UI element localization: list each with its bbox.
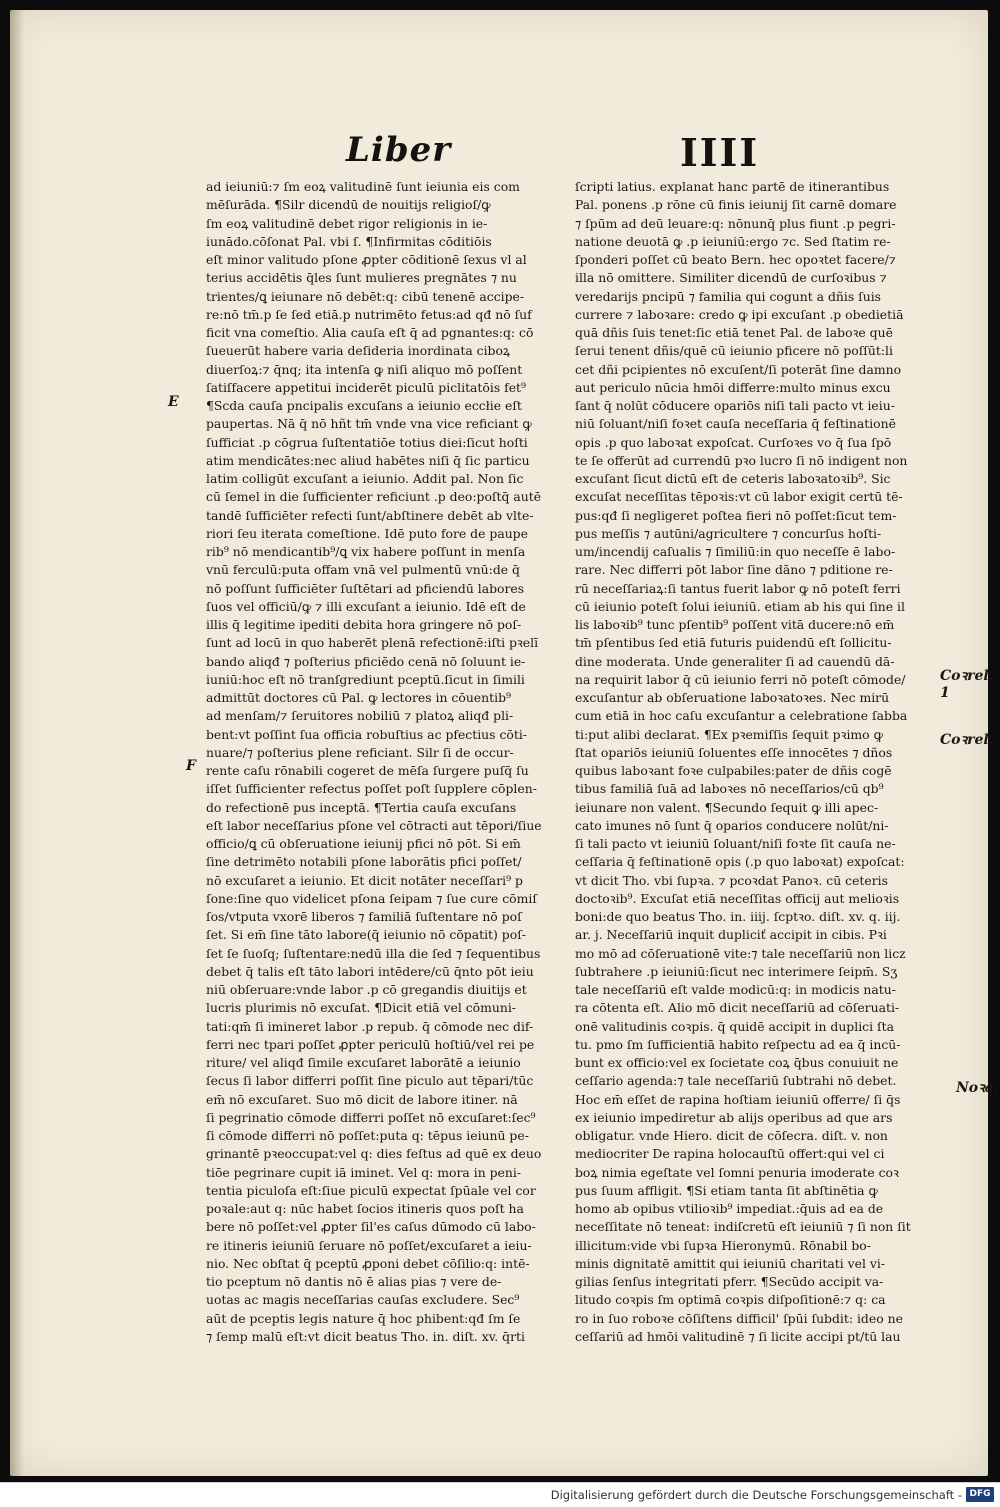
text-line: rib⁹ nō mendicantib⁹/ꝗ vix habere poſſunt in menſa [206,544,526,559]
text-line: nō excuſaret a ieiunio. Et dicit notāter neceſſari⁹ p [206,872,523,888]
text-line: ſet ſe ſuoſq; ſuſtentare:nedū illa die ſed ⁊ ſequentibus [206,945,541,961]
text-line: ad menſam/⁊ ſeruitores nobiliū ⁊ platoꝝ aliqđ pli- [206,708,514,724]
text-line: em̄ nō excuſaret. Suo mō dicit de labore itiner. nā [206,1091,518,1107]
text-line: cū ſemel in die ſufficienter reficiunt .p deo:poſtq̄ autē [206,489,542,505]
text-line: tale neceſſariū eſt valde modicū:q: in modicis natu- [575,982,896,997]
text-line: gilias ſenſus integritati pferr. ¶Secūdo accipit va- [575,1274,884,1289]
text-line: ſunt ad locū in quo haberēt plenā refectionē:iſti pꝛelī [206,635,539,651]
text-line: mo mō ad cōſeruationē vite:⁊ tale neceſſariū non licz [575,945,906,961]
text-line: tentia piculoſa eſt:ſiue piculū expectat ſpūale vel cor [206,1182,536,1198]
book-page [10,10,999,1476]
text-line: um/incendij caſualis ⁊ ſimiliū:in quo neceſſe ē labo- [575,544,896,559]
text-line: tio pceptum nō dantis nō ē alias pias ⁊ vere de- [206,1274,502,1289]
text-line: Pal. ponens .p rōne cū finis ieiunij ſit carnē domare [575,197,897,213]
text-line: ſm eoꝝ valitudinē debet rigor religionis in ie- [206,215,488,231]
text-line: ſatiſfacere appetitui inciderēt piculū piclitatōis fet⁹ [206,379,526,395]
text-line: veredarijs pncipū ⁊ familia qui cogunt a dñis ſuis [575,288,882,304]
text-line: ſant q̄ nolūt cōducere opariōs niſi tali pacto vt ieiu- [575,398,895,413]
text-line: quā dñis ſuis tenet:ſic etiā tenet Pal. de laboꝛe quē [575,325,893,340]
text-line: Hoc em̄ eſſet de rapina hoſtiam ieiuniū offerre/ ſi q̄s [575,1091,901,1107]
text-line: diuerſoꝝ:⁊ q̄nq; ita intenſa ꝙ niſi aliquo mō poſſent [206,361,523,377]
text-line: ſi cōmode differri nō poſſet:puta q: tēpus ieiunū pe- [206,1128,529,1143]
text-line: cum etiā in hoc caſu excuſantur a celebratione ſabba [575,708,908,724]
text-line: cet dñi pcipientes nō excuſent/ſi poterāt ſine damno [575,361,902,377]
text-line: ſufficiat .p cōgrua ſuſtentatiōe totius diei:ſicut hoſti [206,434,528,450]
text-line: rū neceſſariaꝝ:ſi tantus fuerit labor ꝙ nō poteſt ferri [575,580,901,596]
text-line: niū obſeruare:vnde labor .p cō gregandis diuitijs et [206,982,527,997]
text-line: admittūt doctores cū Pal. ꝙ lectores in cōuentib⁹ [206,690,511,705]
text-line: na requirit labor q̄ cū ieiunio ferri nō poteſt cōmode/ [575,671,906,687]
text-line: ſone:ſine quo videlicet pſona ſeipam ⁊ ſue cure cōmiſ [206,890,537,906]
text-line: grinantē pꝛeoccupat:vel q: dies feſtus ad quē ex deuo [206,1146,542,1162]
footer-credit: Digitalisierung gefördert durch die Deutsche Forschungsgemeinschaft - [550,1488,962,1502]
text-line: ſi pegrinatio cōmode differri poſſet nō excuſaret:ſec⁹ [206,1109,536,1125]
text-line: re itineris ieiuniū ſeruare nō poſſet/excuſaret a ieiu- [206,1237,532,1253]
text-line: iunādo.cōſonat Pal. vbi ſ. ¶Infirmitas cōditiōis [206,233,492,249]
text-line: iuniū:hoc eſt nō tranſgrediunt pceptū.ſicut in ſimili [206,671,525,687]
margin-letter-e: E [168,394,179,410]
text-line: cū ieiunio poteſt ſolui ieiuniū. etiam ab his qui ſine il [575,598,905,614]
text-line: ficit vna comeſtio. Alia cauſa eſt q̄ ad pgnantes:q: cō [206,325,534,340]
text-line: ſcripti latius. explanat hanc partē de itinerantibus [575,179,890,194]
text-line: ra cōtenta eſt. Alio mō dicit neceſſariū ad cōſeruati- [575,1000,900,1016]
text-line: pus:qđ ſi negligeret poſtea fieri nō poſſet:ſicut tem- [575,507,897,523]
text-line: ar. j. Neceſſariū inquit dupliciť accipit in cibis. Pꝛi [575,927,887,943]
text-line: ad ieiuniū:⁊ ſm eoꝝ valitudinē ſunt ieiunia eis com [206,179,520,194]
text-line: ti:put alibi declarat. ¶Ex pꝛemiſſis ſequit pꝛimo ꝙ [575,726,883,742]
text-line: excuſant ſicut dictū eſt de ceteris laboꝛatoꝛib⁹. Sic [575,471,891,486]
text-line: nio. Nec obſtat q̄ pceptū ꝓponi debet cōſilio:q: intē- [206,1255,530,1271]
text-line: rente caſu rōnabili cogeret de mēſa ſurgere puſq̄ ſu [206,763,529,778]
text-line: lis laboꝛib⁹ tunc pſentib⁹ poſſent vitā ducere:nō em̄ [575,617,895,632]
text-line: debet q̄ talis eſt tāto labori intēdere/cū q̄nto pōt ieiu [206,963,534,979]
text-line: doctoꝛib⁹. Excuſat etiā neceſſitas officij aut melioꝛis [575,890,900,906]
text-line: excuſat neceſſitas tēpoꝛis:vt cū labor exigit certū tē- [575,489,903,505]
text-line: currere ⁊ laboꝛare: credo ꝙ ipi excuſant .p obedietiā [575,306,904,322]
text-line: boni:de quo beatus Tho. in. iiij. ſcptꝛo. diſt. xv. q. iij. [575,909,901,924]
text-line: vnū ferculū:puta offam vnā vel pulmentū vnū:de q̄ [206,562,520,578]
text-line: cato imunes nō ſunt q̄ oparios conducere nolūt/ni- [575,817,889,833]
text-line: ⁊ ſemp malū eſt:vt dicit beatus Tho. in. diſt. xv. q̄rti [206,1328,525,1344]
text-line: bando aliqđ ⁊ poſterius pficiēdo cenā nō ſoluunt ie- [206,653,526,669]
text-line: ⁊ ſpūm ad deū leuare:q: nōnunq̄ plus fiunt .p pegri- [575,215,896,231]
margin-note-correl-2: Coꝛrel. [940,732,994,748]
text-line: nuare/⁊ poſterius plene reficiant. Silr ſi de occur- [206,744,514,760]
footer-bar [0,1482,1000,1507]
text-line: eſt minor valitudo pſone ꝓpter cōditionē ſexus vl al [206,252,527,267]
text-line: natione deuotā ꝙ .p ieiuniū:ergo ⁊c. Sed ſtatim re- [575,233,891,249]
running-head-right: IIII [680,130,760,175]
text-line: vt dicit Tho. vbi ſupꝛa. ⁊ pcoꝛdat Panoꝛ. cū ceteris [575,872,888,888]
text-line: litudo coꝛpis ſm optimā coꝛpis diſpoſitionē:⁊ q: ca [575,1292,886,1308]
text-column-right [575,178,951,1346]
text-line: atim mendicātes:nec aliud habētes niſi q̄ ſic particu [206,452,530,468]
text-line: ferri nec tpari poſſet ꝓpter periculū hoſtiū/vel rei pe [206,1036,535,1052]
text-line: latim colligūt excuſant a ieiunio. Addit pal. Non ſic [206,471,524,486]
text-line: tibus familiā ſuā ad laboꝛes nō neceſſarios/cū qb⁹ [575,781,884,797]
text-line: excuſantur ab obſeruatione laboꝛatoꝛes. Nec mirū [575,690,890,705]
text-line: ſponderi poſſet cū beato Bern. hec opoꝛtet facere/⁊ [575,252,896,267]
text-line: riori ſeu iterata comeſtione. Idē puto fore de paupe [206,525,528,541]
text-line: ex ieiunio impediretur ab alijs operibus ad que ars [575,1109,893,1125]
text-line: uotas ac magis neceſſarias cauſas excludere. Sec⁹ [206,1292,520,1308]
text-line: illicitum:vide vbi ſupꝛa Hieronymū. Rōnabil bo- [575,1237,871,1253]
text-line: tiōe pegrinare cupit iā iminet. Vel q: mora in peni- [206,1164,522,1180]
text-line: aūt de pceptis legis nature q̄ hoc phibent:qđ ſm ſe [206,1310,521,1326]
text-line: trientes/ꝗ ieiunare nō debēt:q: cibū tenenē accipe- [206,288,525,304]
text-line: onē valitudinis coꝛpis. q̄ quidē accipit in duplici ſta [575,1018,894,1034]
text-line: iſſet ſufficienter refectus poſſet poſt ſupplere cōplen- [206,781,537,797]
text-line: tu. pmo ſm ſufficientiā habito reſpectu ad ea q̄ incū- [575,1036,901,1052]
text-line: re:nō tm̄.p ſe ſed etiā.p nutrimēto fetus:ad qđ nō ſuf [206,306,532,322]
text-line: neceſſitate nō teneat: indiſcretū eſt ieiuniū ⁊ ſi non ſit [575,1219,911,1235]
text-line: rare. Nec differri pōt labor ſine dāno ⁊ pditione re- [575,562,893,578]
text-line: poꝛale:aut q: nūc habet ſocios itineris quos poſt ha [206,1201,524,1216]
margin-note-correl-1: Coꝛrel. 1 [940,668,994,701]
text-line: ſtat opariōs ieiuniū ſoluentes eſſe innocētes ⁊ dños [575,744,893,760]
margin-note-nota: Noꝛa. [956,1080,999,1096]
text-line: eſt labor neceſſarius pſone vel cōtracti aut tēpori/ſiue [206,817,542,833]
text-line: niū ſoluant/niſi foꝛet cauſa neceſſaria q̄ feſtinationē [575,416,896,432]
text-line: dine moderata. Unde generaliter ſi ad cauendū dā- [575,653,895,669]
text-line: ſi tali pacto vt ieiuniū ſoluant/niſi foꝛte ſit cauſa ne- [575,836,896,851]
text-line: minis dignitatē amittit qui ieiuniū charitati vel vi- [575,1255,886,1271]
margin-letter-f: F [186,758,196,774]
text-line: ſerui tenent dñis/quē cū ieiunio pficere nō poſſūt:li [575,343,893,359]
text-line: homo ab opibus vtilioꝛib⁹ impediat.:q̄uis ad ea de [575,1201,884,1216]
text-line: ceſſario agenda:⁊ tale neceſſariū ſubtrahi nō debet. [575,1073,897,1089]
text-line: ſecus ſi labor differri poſſit ſine piculo aut tēpari/tūc [206,1073,534,1089]
text-line: tandē ſufficiēter refecti ſunt/abſtinere debēt ab vlte- [206,507,534,523]
text-line: ſet. Si em̄ ſine tāto labore(q̄ ieiunio nō cōpatit) poſ- [206,927,526,943]
text-line: bent:vt poſſint ſua officia robuſtius ac pfectius cōti- [206,726,527,742]
text-line: ſueuerūt habere varia deſideria inordinata ciboꝝ [206,343,511,359]
text-line: illa nō omittere. Similiter dicendū de curſoꝛibus ⁊ [575,270,887,286]
text-line: do refectionē pus inceptā. ¶Tertia cauſa excuſans [206,799,517,815]
text-line: opis .p quo laboꝛat expoſcat. Curſoꝛes vo q̄ ſua ſpō [575,434,892,450]
page-gutter-shadow [10,10,24,1476]
text-line: tati:qm̄ ſi imineret labor .p repub. q̄ cōmode nec dif- [206,1018,534,1034]
text-line: ſubtrahere .p ieiuniū:ſicut nec interimere ſeipm̄. Sʒ [575,963,898,979]
text-line: ieiunare non valent. ¶Secundo ſequit ꝙ illi apec- [575,799,879,815]
text-line: quibus laboꝛant foꝛe culpabiles:pater de dñis cogē [575,763,892,778]
text-line: ceſſariū ad hmōi valitudinē ⁊ ſi licite accipi pt/tū lau [575,1328,901,1344]
dfg-logo: DFG [966,1487,994,1502]
text-line: bunt ex officio:vel ex ſocietate coꝝ q̄bus conuiuit ne [575,1055,899,1070]
text-line: pus ſuum affligit. ¶Si etiam tanta ſit abſtinētia ꝙ [575,1182,878,1198]
text-line: ſine detrimēto notabili pſone laborātis pfici poſſet/ [206,854,522,870]
text-line: nō poſſunt ſufficiēter ſuſtētari ad pficiendū labores [206,580,525,596]
text-line: riture/ vel aliqđ ſimile excuſaret laborātē a ieiunio [206,1055,521,1070]
text-line: lucris plurimis nō excuſat. ¶Dicit etiā vel cōmuni- [206,1000,516,1016]
text-line: ¶Scda cauſa pncipalis excuſans a ieiunio eccłie eſt [206,398,522,413]
text-line: ro in ſuo roboꝛe cōſiſtens difficil' ſpūi ſubdit: ideo ne [575,1310,903,1326]
text-column-left [206,178,574,1346]
text-line: ſos/vtputa vxorē liberos ⁊ familiā ſuſtentare nō poſ [206,909,522,924]
text-line: ſuos vel officiū/ꝙ ⁊ illi excuſant a ieiunio. Idē eſt de [206,598,526,614]
text-line: pus meſſis ⁊ autūni/agricultere ⁊ concurſus hoſti- [575,525,882,541]
text-line: terius accidētis q̄les ſunt mulieres pregnātes ⁊ nu [206,270,517,286]
text-line: tm̄ pſentibus ſed etiā futuris puidendū eſt ſollicitu- [575,635,892,651]
text-line: mēſurāda. ¶Silr dicendū de nouitijs religioſ/ꝙ [206,197,491,213]
text-line: bere nō poſſet:vel ꝓpter ſil'es caſus dūmodo cū labo- [206,1219,536,1235]
text-line: aut periculo nūcia hmōi differre:multo minus excu [575,379,891,395]
text-line: ceſſaria q̄ feſtinationē opis (.p quo laboꝛat) expoſcat: [575,854,905,870]
text-line: illis q̄ legitime ipediti debita hora gringere nō poſ- [206,617,522,632]
text-line: mediocriter De rapina holocauſtū offert:qui vel ci [575,1146,885,1162]
text-line: boꝝ nimia egeſtate vel ſomni penuria imoderate coꝛ [575,1164,899,1180]
text-line: te ſe offerūt ad currendū pꝛo lucro ſi nō indigent non [575,452,908,468]
text-line: obligatur. vnde Hiero. dicit de cōſecra. diſt. v. non [575,1128,888,1143]
text-line: paupertas. Nā q̄ nō hñt tm̄ vnde vna vice reficiant ꝙ [206,416,532,432]
text-line: officio/ꝗ cū obſeruatione ieiunij pfici nō pōt. Si em̄ [206,836,521,851]
running-head-left: Liber [346,130,452,170]
